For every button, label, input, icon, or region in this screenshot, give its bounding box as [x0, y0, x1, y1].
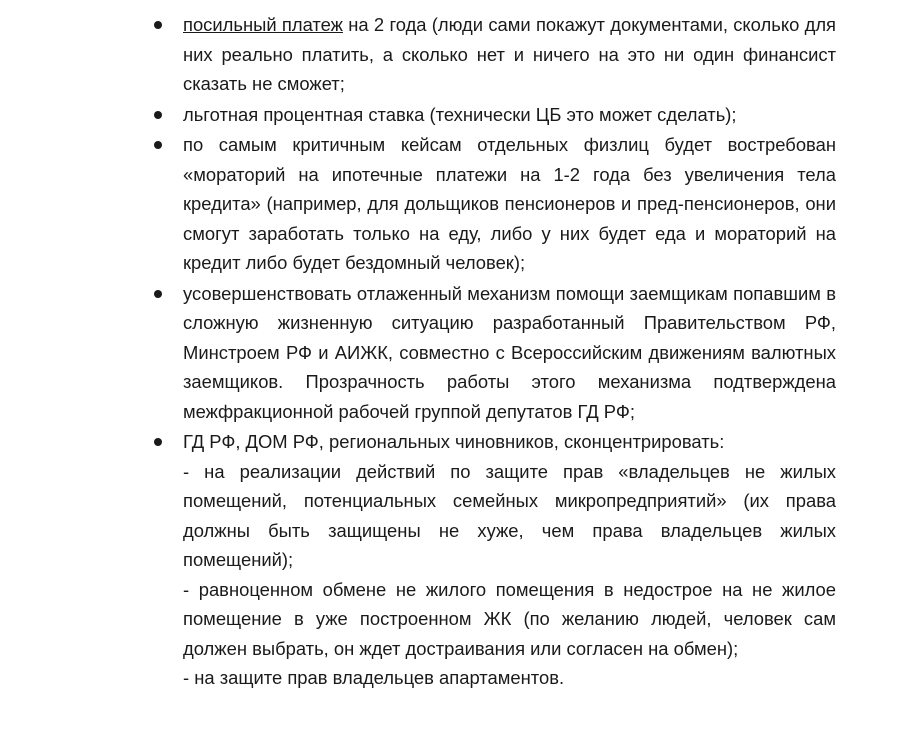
bullet-icon	[154, 21, 162, 29]
bullet-icon	[154, 141, 162, 149]
list-item	[0, 130, 836, 278]
item-intro: ГД РФ, ДОМ РФ, региональных чиновников, сконцентрировать:	[183, 431, 725, 452]
list-item	[0, 10, 836, 99]
list-item	[0, 100, 836, 130]
bullet-icon	[154, 290, 162, 298]
bullet-icon	[154, 111, 162, 119]
sub-item: - на реализации действий по защите прав «владельцев не жилых помещений, потенциальных семейных микропредприятий» (их права должны быть защищены не хуже, чем права владельцев жилых помещений);	[183, 460, 836, 570]
item-text: на 2 года (люди сами покажут документами, сколько для них реально платить, а сколько нет и ничего на это ни один финансист сказать не сможет;	[183, 14, 837, 94]
bullet-icon	[154, 438, 162, 446]
sub-item: - на защите прав владельцев апартаментов.	[183, 667, 565, 688]
item-text: льготная процентная ставка (технически ЦБ это может сделать);	[183, 103, 737, 125]
list-item	[0, 427, 836, 693]
list-item	[0, 279, 836, 427]
item-text: усовершенствовать отлаженный механизм помощи заемщикам попавшим в сложную жизненную ситуацию разработанный Правительством РФ, Минстроем РФ и АИЖК, совместно с Всероссийским движениям валютных заемщиков. Прозрачность работы этого механизма подтверждена межфракционной рабочей группой депутатов ГД РФ;	[183, 282, 836, 422]
sub-item: - равноценном обмене не жилого помещения в недострое на не жилое помещение в уже построенном ЖК (по желанию людей, человек сам должен выбрать, он ждет достраивания или согласен на обмен);	[183, 578, 836, 659]
bullet-list	[0, 10, 900, 694]
underlined-phrase: посильный платеж	[183, 14, 343, 35]
item-text: по самым критичным кейсам отдельных физлиц будет востребован «мораторий на ипотечные платежи на 1-2 года без увеличения тела кредита» (например, для дольщиков пенсионеров и пред-пенсионеров, они смогут заработать только на еду, либо у них будет еда и мораторий на кредит либо будет бездомный человек);	[183, 134, 836, 273]
